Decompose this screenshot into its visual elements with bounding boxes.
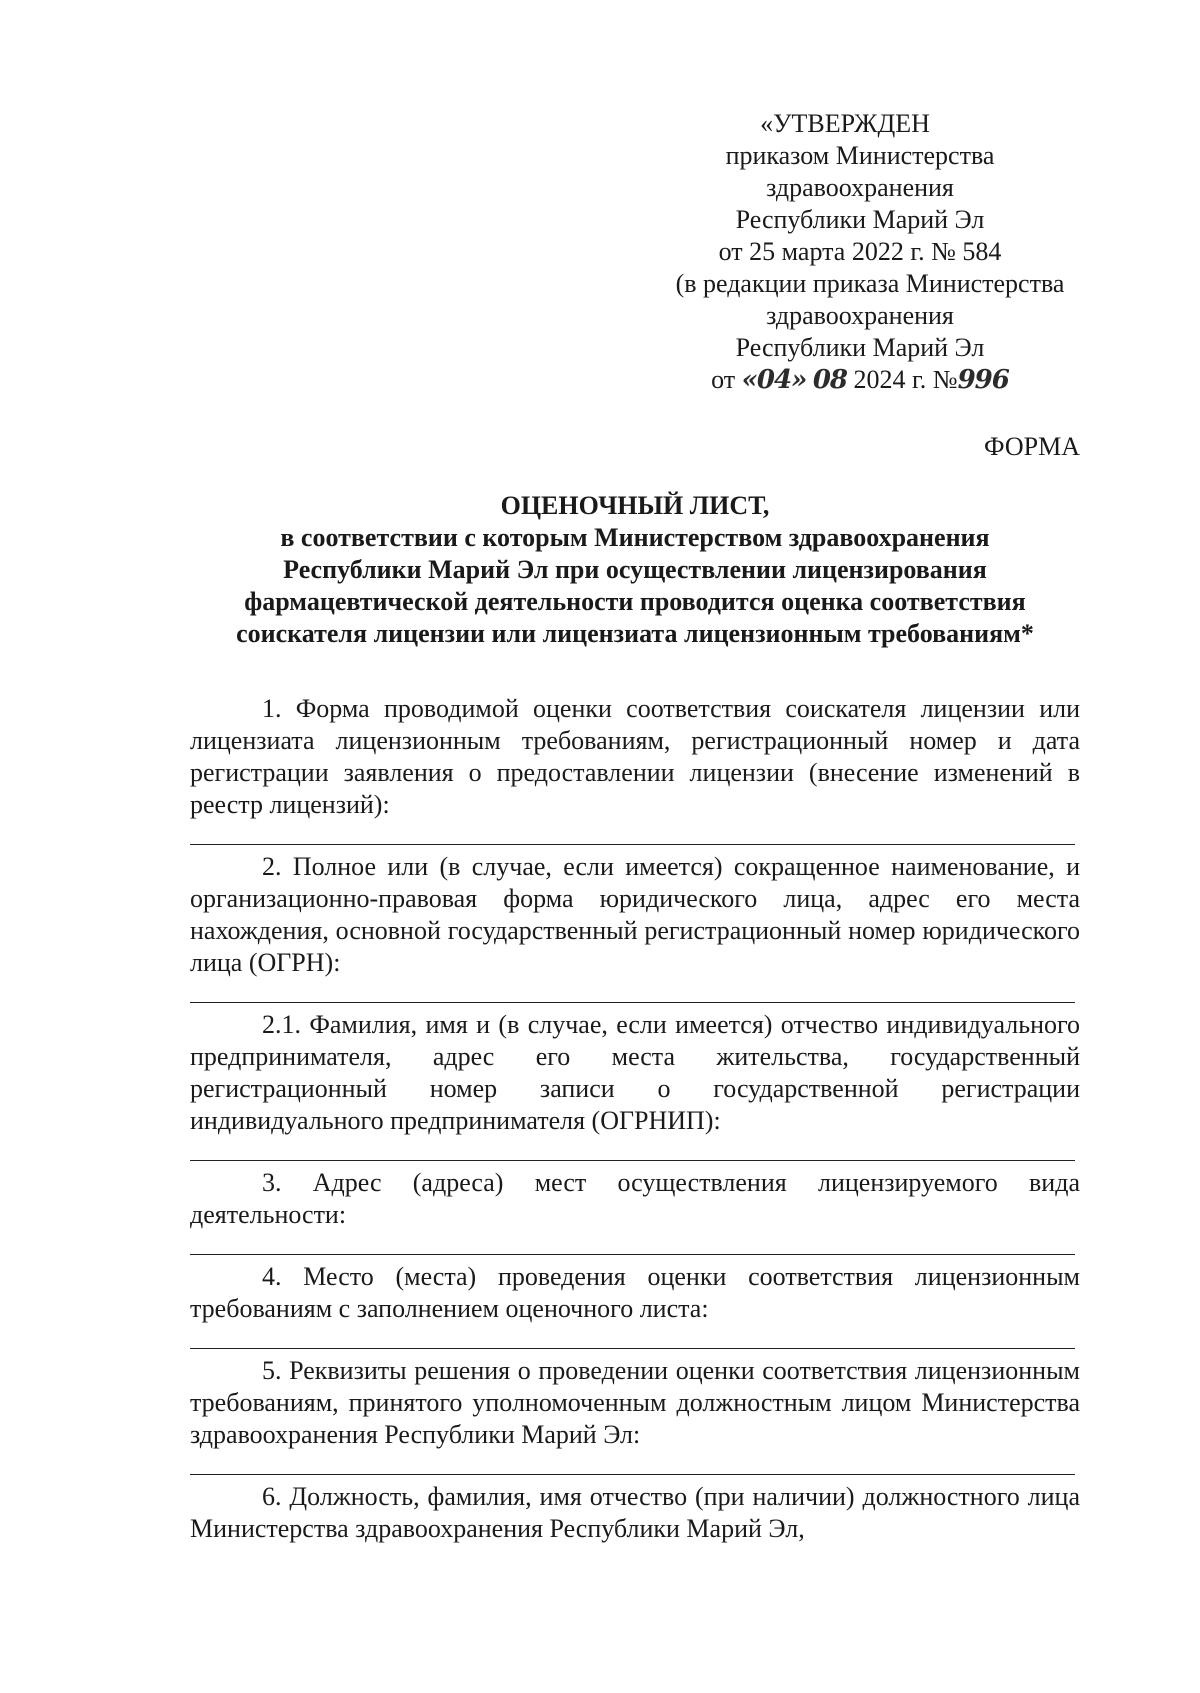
- fill-line: [190, 1231, 1075, 1255]
- title-line: фармацевтической деятельности проводится оценка соответствия: [244, 587, 1026, 616]
- fill-line: [190, 821, 1075, 845]
- item-2: 2. Полное или (в случае, если имеется) сокращенное наименование, и организационно-правовая форма юридического лица, адрес его места нахождения, основной государственный регистрационный номер юридического лица (ОГРН):: [190, 852, 1080, 977]
- item-2-1: 2.1. Фамилия, имя и (в случае, если имеется) отчество индивидуального предпринимателя, адрес его места жительства, государственный регистрационный номер записи о государственной регистрации индивидуального предпринимателя (ОГРНИП):: [190, 1010, 1080, 1135]
- title-line: в соответствии с которым Министерством здравоохранения: [280, 523, 990, 552]
- fill-line: [190, 1137, 1075, 1161]
- approval-line: здравоохранения: [766, 301, 954, 330]
- document-body: [190, 693, 1080, 1545]
- document-title: [190, 490, 1080, 650]
- title-line: соискателя лицензии или лицензиата лицензионным требованиям*: [236, 619, 1034, 648]
- handwritten-order-number: 996: [957, 365, 1009, 395]
- item-6: 6. Должность, фамилия, имя отчество (при наличии) должностного лица Министерства здравоохранения Республики Марий Эл,: [190, 1482, 1080, 1543]
- date-year: 2024 г. №: [853, 365, 958, 394]
- fill-line: [190, 1325, 1075, 1349]
- approval-line: здравоохранения: [766, 173, 954, 202]
- approval-line: «УТВЕРЖДЕН: [760, 109, 930, 138]
- item-3: 3. Адрес (адреса) мест осуществления лицензируемого вида деятельности:: [190, 1168, 1080, 1229]
- date-prefix: от: [711, 365, 736, 394]
- title-heading: ОЦЕНОЧНЫЙ ЛИСТ,: [500, 491, 770, 520]
- approval-block: [630, 108, 1090, 396]
- handwritten-month: 08: [812, 365, 848, 395]
- item-5: 5. Реквизиты решения о проведении оценки соответствия лицензионным требованиям, принятого уполномоченным должностным лицом Министерства здравоохранения Республики Марий Эл:: [190, 1356, 1080, 1449]
- approval-line: от 25 марта 2022 г. № 584: [718, 237, 1002, 266]
- fill-line: [190, 1451, 1075, 1475]
- item-1: 1. Форма проводимой оценки соответствия соискателя лицензии или лицензиата лицензионным требованиям, регистрационный номер и дата регистрации заявления о предоставлении лицензии (внесение изменений в реестр лицензий):: [190, 694, 1080, 819]
- approval-line: Республики Марий Эл: [735, 333, 985, 362]
- form-label: ФОРМА: [984, 432, 1080, 461]
- title-line: Республики Марий Эл при осуществлении лицензирования: [283, 555, 987, 584]
- approval-line: (в редакции приказа Министерства: [675, 269, 1065, 298]
- approval-line: приказом Министерства: [725, 141, 995, 170]
- fill-line: [190, 979, 1075, 1003]
- handwritten-day: «04»: [741, 365, 807, 395]
- item-4: 4. Место (места) проведения оценки соответствия лицензионным требованиям с заполнением оценочного листа:: [190, 1262, 1080, 1323]
- approval-date-line: [630, 364, 1090, 396]
- approval-line: Республики Марий Эл: [735, 205, 985, 234]
